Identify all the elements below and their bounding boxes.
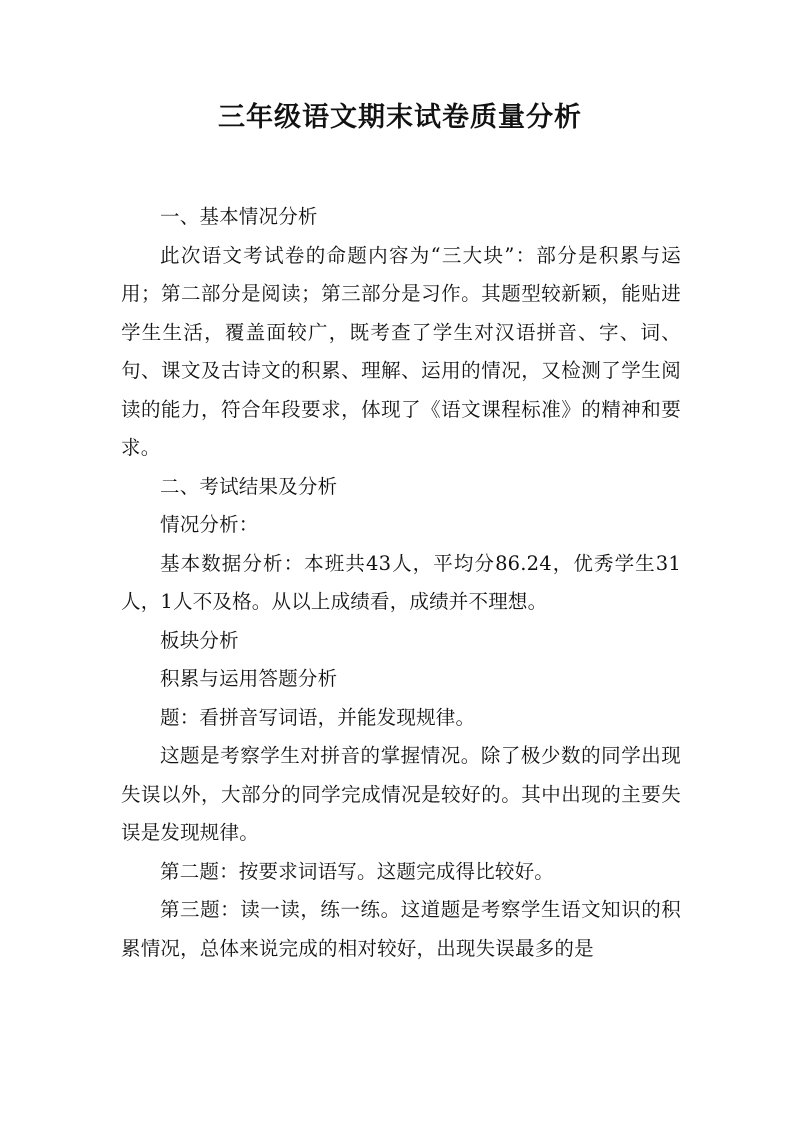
document-title: 三年级语文期末试卷质量分析 [218, 102, 582, 133]
paragraph-question-one-analysis: 这题是考察学生对拼音的掌握情况。除了极少数的同学出现失误以外，大部分的同学完成情况是较好的。其中出现的主要失误是发现规律。 [121, 744, 681, 844]
paragraph-question-two: 第二题：按要求词语写。这题完成得比较好。 [160, 859, 555, 883]
label-accumulation-analysis: 积累与运用答题分析 [160, 667, 338, 690]
label-section-analysis: 板块分析 [160, 628, 239, 652]
paragraph-question-three: 第三题：读一读，练一练。这道题是考察学生语文知识的积累情况，总体来说完成的相对较好，出现失误最多的是 [121, 898, 681, 960]
heading-basic-situation: 一、基本情况分析 [160, 205, 318, 228]
paragraph-question-one: 题：看拼音写词语，并能发现规律。 [160, 705, 476, 729]
heading-exam-results: 二、考试结果及分析 [160, 474, 338, 498]
paragraph-basic-data: 基本数据分析：本班共43人，平均分86.24，优秀学生31人，1人不及格。从以上成绩看，成绩并不理想。 [121, 551, 681, 613]
label-situation-analysis: 情况分析： [160, 513, 259, 536]
paragraph-exam-content: 此次语文考试卷的命题内容为“三大块”：部分是积累与运用；第二部分是阅读；第三部分是习作。其题型较新颖，能贴进学生生活，覆盖面较广，既考查了学生对汉语拼音、字、词、句、课文及古诗文的积累、理解、运用的情况，又检测了学生阅读的能力，符合年段要求，体现了《语文课程标准》的精神和要求。 [121, 243, 681, 459]
document-body [121, 198, 681, 968]
